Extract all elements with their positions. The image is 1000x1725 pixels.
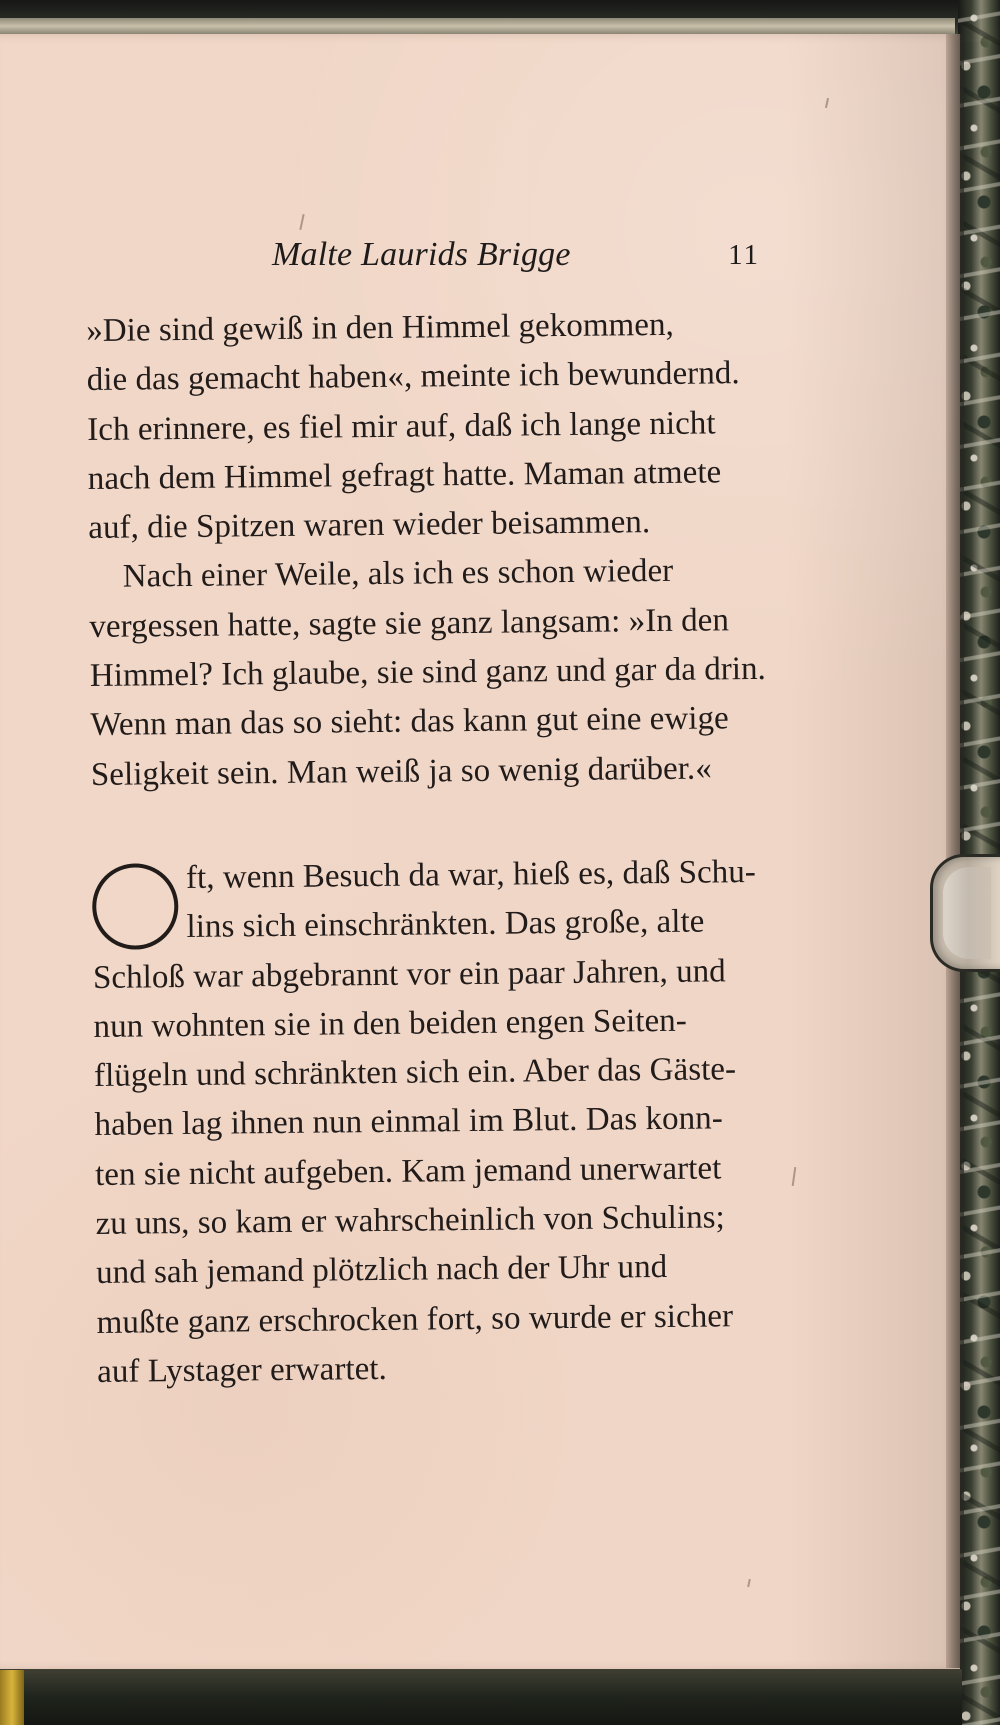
thumb-tab	[930, 854, 1000, 972]
new-section	[92, 848, 778, 1397]
section-body: Schloß war abgebrannt vor ein paar Jahren, und nun wohnten sie in den beiden engen Seiten- flügeln und schränkten sich ein. Aber das Gäste- haben lag ihnen nun einmal im Blut. Das konn- ten sie nicht aufgeben. Kam jemand unerwartet zu uns, so kam er wahrscheinlich von Schulins; und sah jemand plötzlich nach der Uhr und mußte ganz erschrocken fort, so wurde er sicher auf Lystager erwartet.	[92, 952, 737, 1390]
running-head: Malte Laurids Brigge	[272, 236, 571, 273]
section-break	[91, 793, 772, 855]
paragraph: Nach einer Weile, als ich es schon wieder vergessen hatte, sagte sie ganz langsam: »In den Himmel? Ich glaube, sie sind ganz und gar da drin. Wenn man das so sieht: das kann gut eine ewige Seligkeit sein. Man weiß ja so wenig darüber.«	[89, 553, 767, 793]
paper-speck	[792, 1167, 797, 1186]
section-opening-lines: ft, wenn Besuch da war, hieß es, daß Schu- lins sich einschränkten. Das große, alte	[185, 853, 757, 946]
paragraph: »Die sind gewiß in den Himmel gekommen, die das gemacht haben«, meinte ich bewundernd. Ich erinnere, es fiel mir auf, daß ich lange nicht nach dem Himmel gefragt hatte. Maman atmete auf, die Spitzen waren wieder beisammen.	[86, 306, 740, 547]
paper-speck	[747, 1579, 751, 1587]
drop-cap-o	[92, 863, 179, 950]
bookmark-ribbon	[0, 1670, 24, 1725]
scan-bottom-border	[0, 1669, 962, 1725]
book-page	[0, 34, 960, 1670]
main-text	[86, 300, 777, 1397]
page-header	[272, 236, 760, 286]
paper-speck	[299, 214, 304, 230]
paper-speck	[825, 98, 829, 108]
page-number: 11	[728, 239, 760, 271]
page-gutter-shadow	[946, 34, 964, 1668]
